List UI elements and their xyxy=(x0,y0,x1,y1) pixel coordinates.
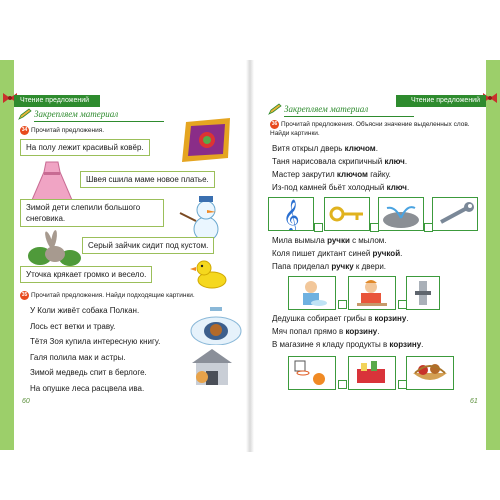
text-line: Из-под камней бьёт холодный ключ. xyxy=(272,183,410,192)
text-line: Коля пишет диктант синей ручкой. xyxy=(272,249,403,258)
text-line: На опушке леса расцвела ива. xyxy=(30,384,145,393)
text-line: Дедушка собирает грибы в корзину. xyxy=(272,314,409,323)
svg-text:𝄞: 𝄞 xyxy=(283,199,300,230)
door-key-picture xyxy=(324,197,370,231)
section-tab-left: Чтение предложений xyxy=(14,95,100,107)
instruction-text: Прочитай предложения. Объясни значение выделенных слов. Найди картинки. xyxy=(270,121,470,138)
hare-picture xyxy=(26,228,82,268)
text-line: Витя открыл дверь ключом. xyxy=(272,144,378,153)
sentence-box: Серый зайчик сидит под кустом. xyxy=(82,237,214,254)
instruction-text: Прочитай предложения. Найди подходящие картинки. xyxy=(31,292,195,300)
child-writing-picture xyxy=(348,276,396,310)
door-handle-picture xyxy=(406,276,440,310)
exercise-35-instruction xyxy=(20,291,195,300)
wrench-picture xyxy=(432,197,478,231)
book-gutter xyxy=(246,60,254,452)
text-line: У Коли живёт собака Полкан. xyxy=(30,306,140,315)
exercise-34-instruction xyxy=(20,126,104,135)
text-line: Мила вымыла ручки с мылом. xyxy=(272,236,387,245)
shopping-basket-picture xyxy=(348,356,396,390)
section-tab-right: Чтение предложений xyxy=(396,95,486,107)
spring-water-picture xyxy=(378,197,424,231)
hands-washing-picture xyxy=(288,276,336,310)
dress-picture xyxy=(28,160,76,202)
text-line: Мастер закрутил ключом гайку. xyxy=(272,170,391,179)
heading-underline xyxy=(34,121,164,122)
dog-kennel-picture xyxy=(186,347,240,387)
basketball-hoop-picture xyxy=(288,356,336,390)
left-margin-bar xyxy=(0,60,14,450)
exercise-36-instruction xyxy=(270,120,480,138)
answer-checkbox[interactable] xyxy=(338,380,347,389)
heading-underline xyxy=(284,116,414,117)
heading-left: Закрепляем материал xyxy=(34,109,119,119)
pencil-icon xyxy=(268,103,282,115)
pencil-icon xyxy=(18,108,32,120)
snowman-picture xyxy=(176,193,234,241)
exercise-number: 34 xyxy=(21,127,28,133)
mushroom-basket-picture xyxy=(406,356,454,390)
sentence-box: Зимой дети слепили большого снеговика. xyxy=(20,199,164,227)
sentence-box: Швея сшила маме новое платье. xyxy=(80,171,215,188)
exercise-number: 36 xyxy=(271,121,278,127)
text-line: Зимой медведь спит в берлоге. xyxy=(30,368,147,377)
sentence-box: Уточка крякает громко и весело. xyxy=(20,266,152,283)
carpet-picture xyxy=(180,118,234,162)
instruction-text: Прочитай предложения. xyxy=(31,127,105,135)
text-line: Мяч попал прямо в корзину. xyxy=(272,327,380,336)
text-line: Папа приделал ручку к двери. xyxy=(272,262,387,271)
bear-den-picture xyxy=(190,303,242,345)
heading-right: Закрепляем материал xyxy=(284,104,369,114)
page-number-right: 61 xyxy=(470,398,478,405)
treble-clef-picture xyxy=(268,197,314,231)
answer-checkbox[interactable] xyxy=(338,300,347,309)
sentence-box: На полу лежит красивый ковёр. xyxy=(20,139,150,156)
exercise-number: 35 xyxy=(21,292,28,298)
right-margin-bar xyxy=(486,60,500,450)
page-number-left: 60 xyxy=(22,398,30,405)
text-line: В магазине я кладу продукты в корзину. xyxy=(272,340,424,349)
text-line: Галя полила мак и астры. xyxy=(30,353,126,362)
answer-checkbox[interactable] xyxy=(314,223,323,232)
duck-picture xyxy=(190,254,230,290)
text-line: Лось ест ветки и траву. xyxy=(30,322,116,331)
text-line: Таня нарисовала скрипичный ключ. xyxy=(272,157,408,166)
text-line: Тётя Зоя купила интересную книгу. xyxy=(30,337,161,346)
